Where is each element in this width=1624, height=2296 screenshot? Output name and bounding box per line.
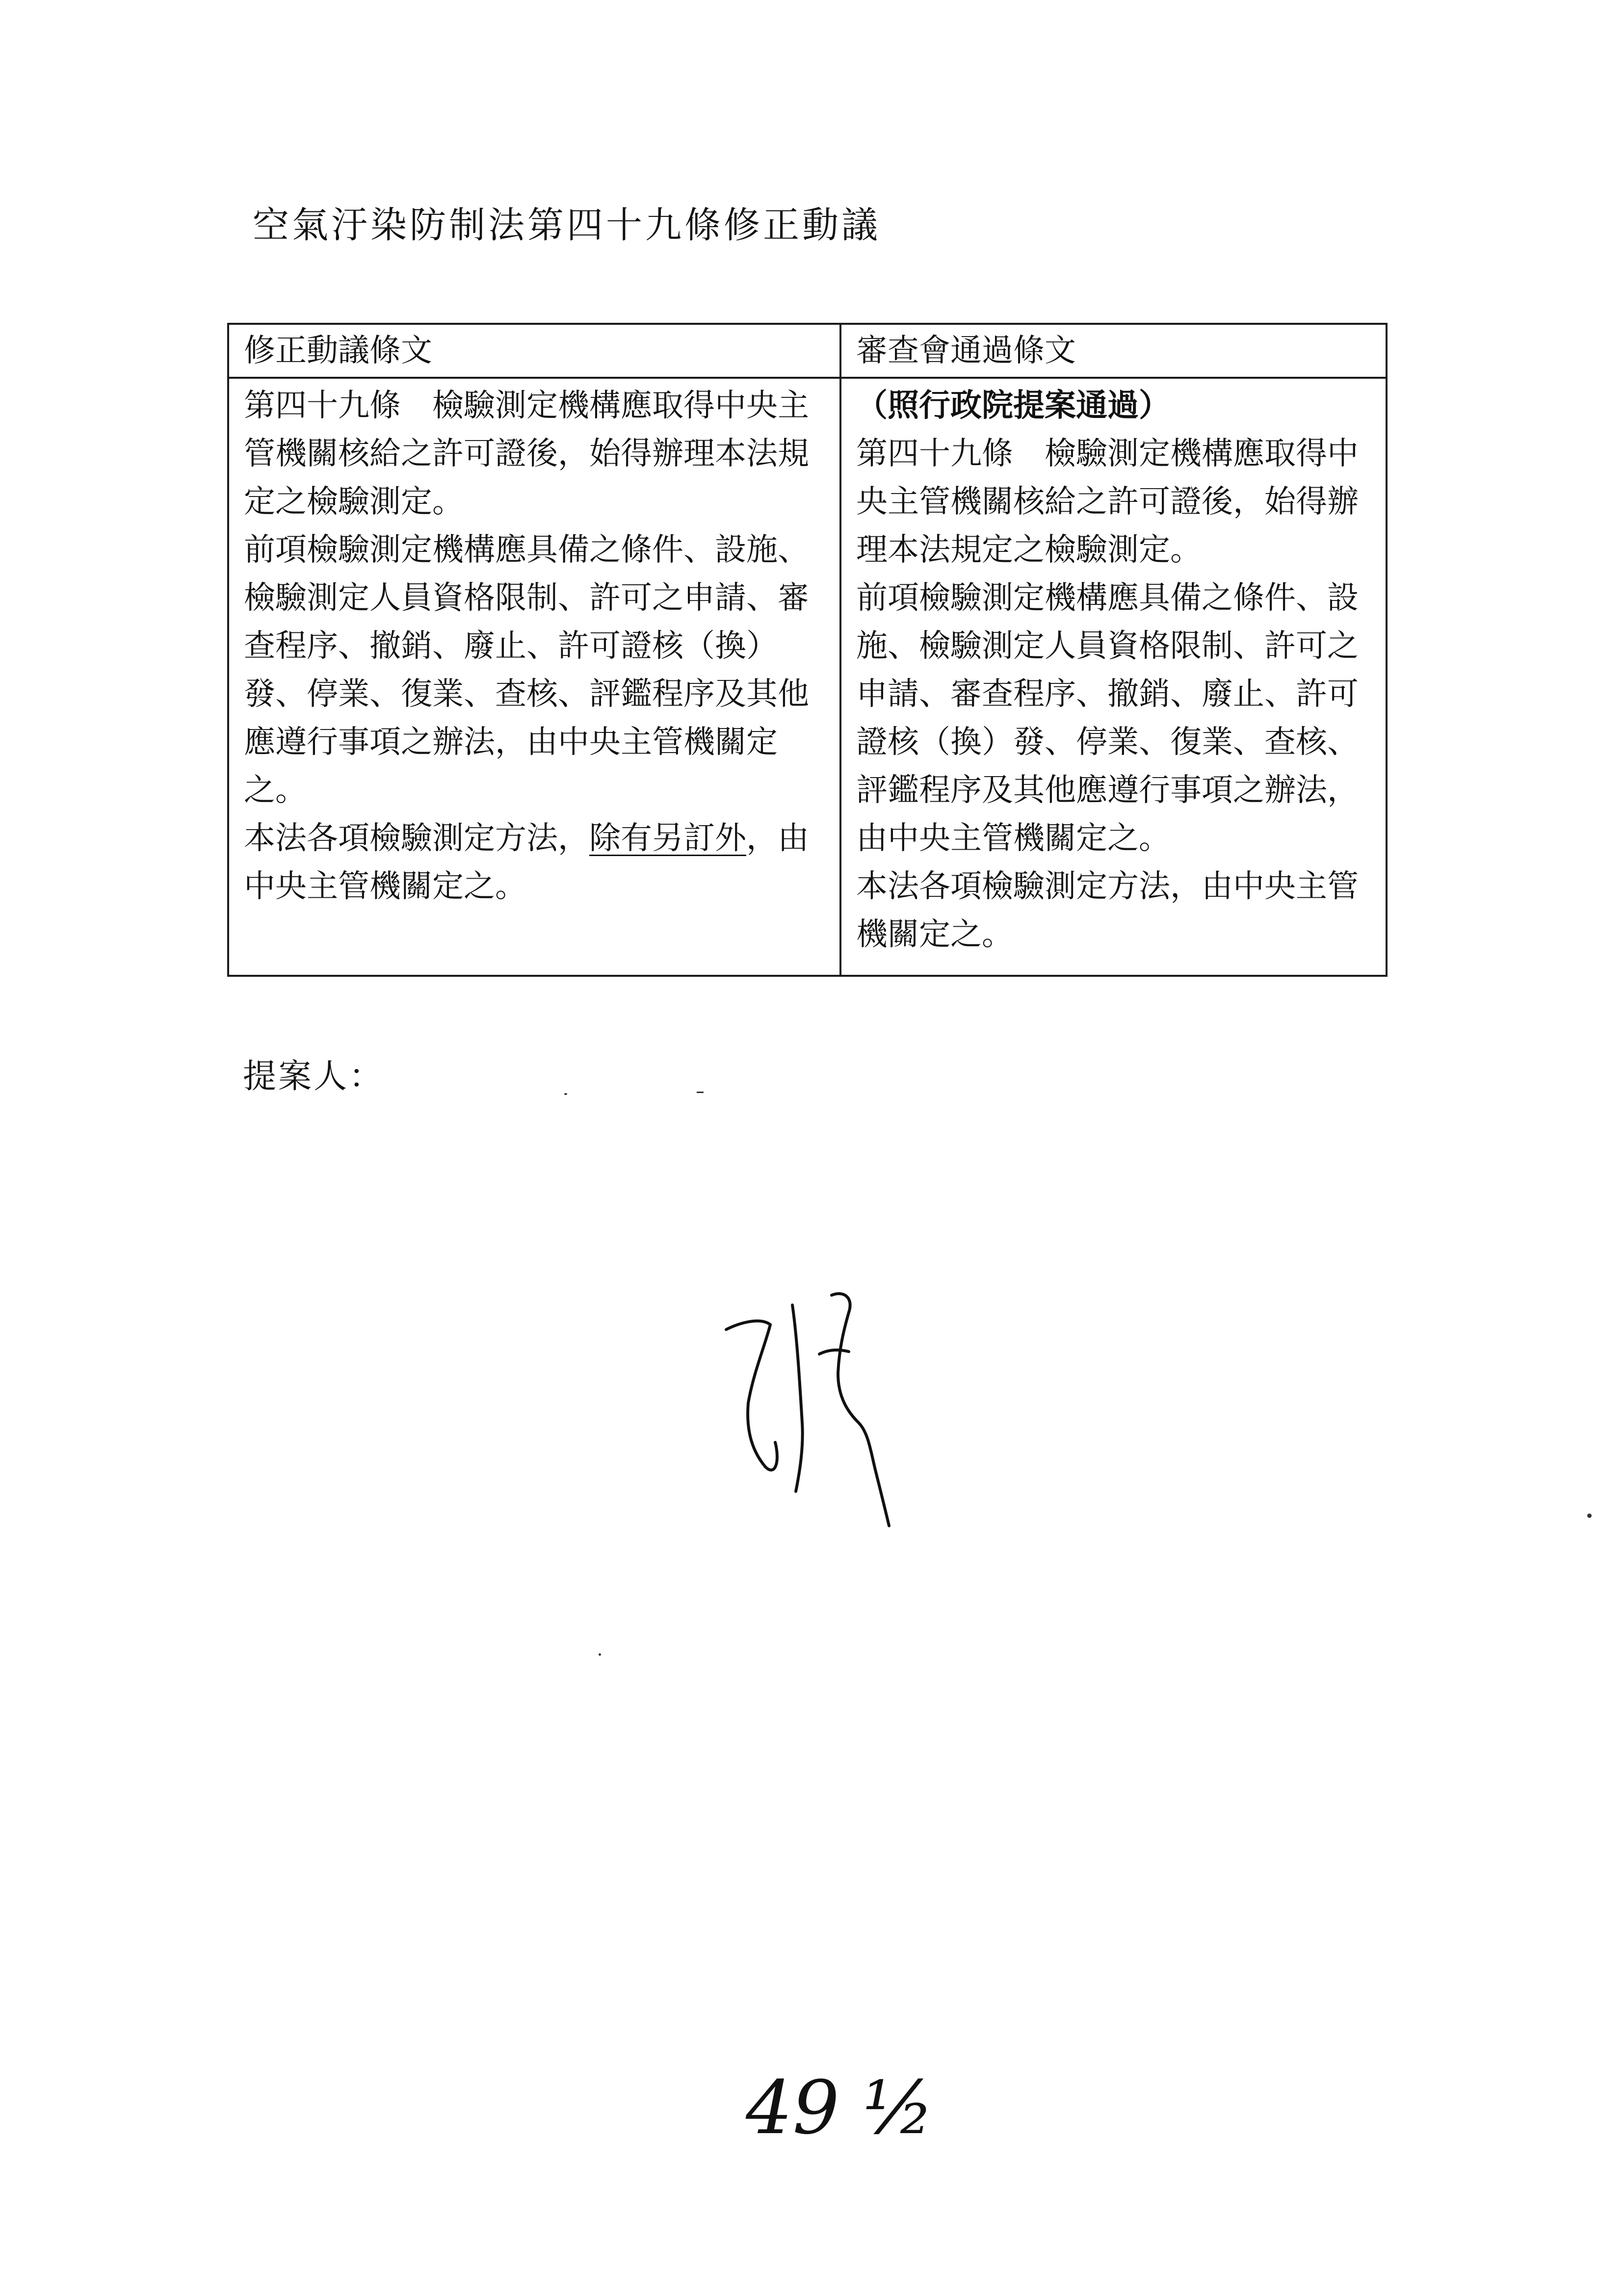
handwritten-signature [707,1276,981,1531]
header-committee-passed: 審查會通過條文 [840,324,1387,378]
left-paragraph-3-end: ，由中央主管機關定之。 [244,820,809,905]
scan-speck [564,1093,567,1095]
left-paragraph-3-start: 本法各項檢驗測定方法， [244,820,589,857]
header-amendment-motion: 修正動議條文 [228,324,840,378]
right-paragraph-1: 第四十九條 檢驗測定機構應取得中央主管機關核給之許可證後，始得辦理本法規定之檢驗測定。 [856,436,1359,568]
scan-speck [1587,1513,1592,1518]
scan-speck [697,1092,704,1093]
amendment-motion-cell [228,378,840,976]
underlined-amendment-text: 除有另訂外 [589,820,746,857]
scan-speck [599,1653,601,1656]
committee-passed-cell [840,378,1387,976]
table-header-row [228,324,1387,378]
document-title: 空氣汙染防制法第四十九條修正動議 [253,204,881,246]
proposer-label: 提案人： [243,1057,385,1096]
passed-as-proposed-note: （照行政院提案通過） [856,388,1170,424]
right-paragraph-3: 本法各項檢驗測定方法，由中央主管機關定之。 [856,868,1359,953]
left-paragraph-3 [244,814,827,911]
page-number: 49 ½ [746,2065,934,2151]
left-paragraph-1: 第四十九條 檢驗測定機構應取得中央主管機關核給之許可證後，始得辦理本法規定之檢驗測定。 [244,388,809,520]
right-paragraph-2: 前項檢驗測定機構應具備之條件、設施、檢驗測定人員資格限制、許可之申請、審查程序、撤銷、廢止、許可證核（換）發、停業、復業、查核、評鑑程序及其他應遵行事項之辦法，由中央主管機關定之。 [856,580,1359,857]
left-paragraph-2: 前項檢驗測定機構應具備之條件、設施、檢驗測定人員資格限制、許可之申請、審查程序、撤銷、廢止、許可證核（換）發、停業、復業、查核、評鑑程序及其他應遵行事項之辦法，由中央主管機關定之。 [244,532,809,809]
table-row [228,378,1387,976]
amendment-comparison-table [227,323,1388,977]
